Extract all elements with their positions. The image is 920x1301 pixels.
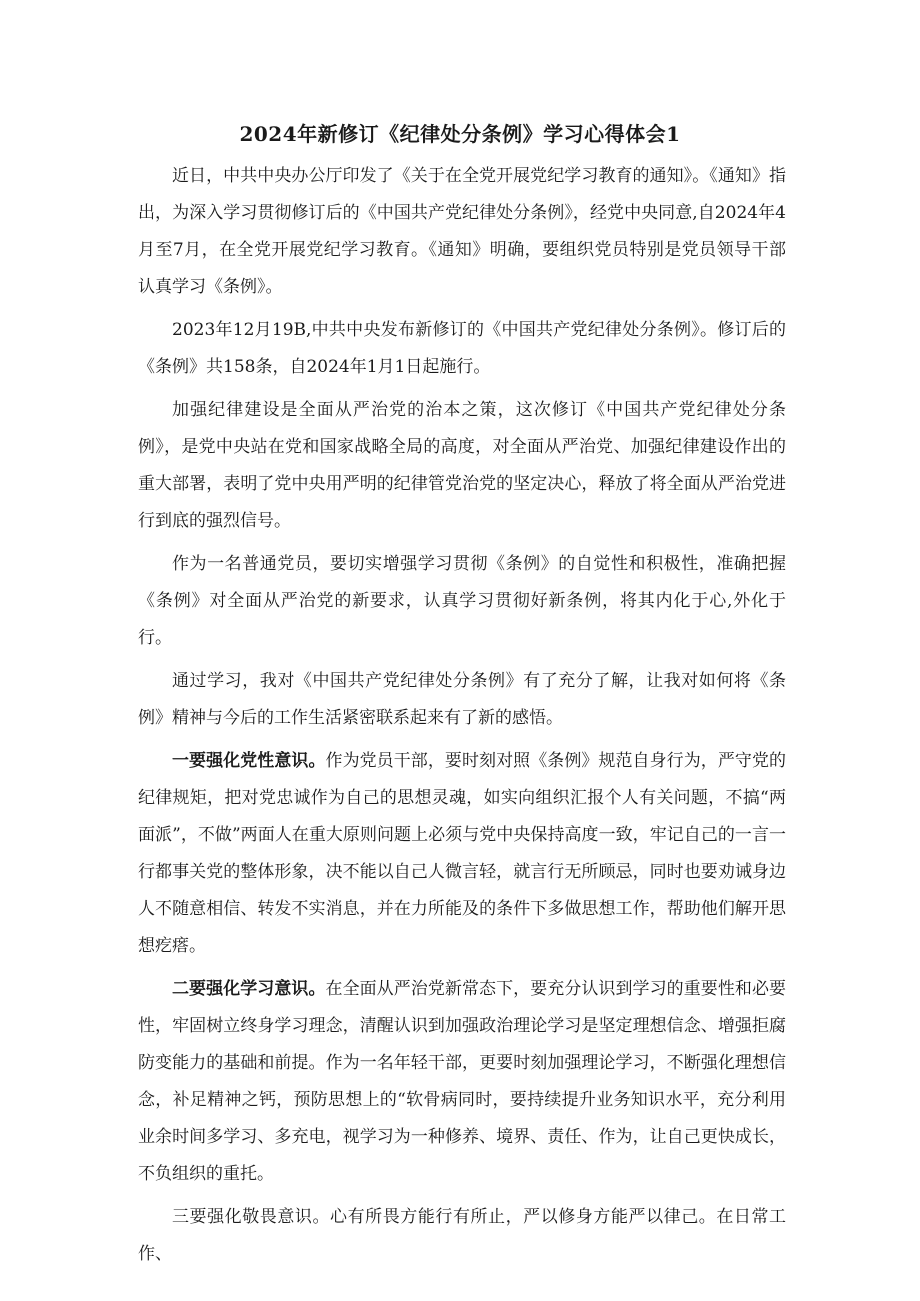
paragraph-7 (138, 971, 786, 1193)
paragraph-8-text: 三要强化敬畏意识。心有所畏方能行有所止，严以修身方能严以律己。在日常工作、 (138, 1207, 786, 1264)
paragraph-1-text: 近日，中共中央办公厅印发了《关于在全党开展党纪学习教育的通知》。《通知》指出，为深入学习贯彻修订后的《中国共产党纪律处分条例》，经党中央同意,自2024年4月至7月，在全党开展党纪学习教育。《通知》明确，要组织党员特别是党员领导干部认真学习《条例》。 (138, 166, 786, 297)
document-title: 2024年新修订《纪律处分条例》学习心得体会1 (239, 122, 681, 146)
paragraph-8 (138, 1199, 786, 1273)
paragraph-4 (138, 546, 786, 657)
paragraph-4-text: 作为一名普通党员，要切实增强学习贯彻《条例》的自觉性和积极性，准确把握《条例》对全面从严治党的新要求，认真学习贯彻好新条例，将其内化于心,外化于行。 (138, 554, 786, 648)
paragraph-7-text: 在全面从严治党新常态下，要充分认识到学习的重要性和必要性，牢固树立终身学习理念，清醒认识到加强政治理论学习是坚定理想信念、增强拒腐防变能力的基础和前提。作为一名年轻干部，更要时刻加强理论学习，不断强化理想信念，补足精神之钙，预防思想上的“软骨病同时，要持续提升业务知识水平，充分利用业余时间多学习、多充电，视学习为一种修养、境界、责任、作为，让自己更快成长，不负组织的重托。 (138, 979, 787, 1184)
paragraph-5 (138, 663, 786, 737)
paragraph-2 (138, 312, 786, 386)
document-body (138, 158, 786, 1279)
paragraph-3-text: 加强纪律建设是全面从严治党的治本之策，这次修订《中国共产党纪律处分条例》，是党中央站在党和国家战略全局的高度，对全面从严治党、加强纪律建设作出的重大部署，表明了党中央用严明的纪律管党治党的坚定决心，释放了将全面从严治党进行到底的强烈信号。 (138, 400, 786, 531)
paragraph-1 (138, 158, 786, 306)
paragraph-6 (138, 743, 786, 965)
paragraph-7-lead: 二要强化学习意识。 (172, 979, 326, 999)
paragraph-3 (138, 392, 786, 540)
paragraph-2-text: 2023年12月19B,中共中央发布新修订的《中国共产党纪律处分条例》。修订后的《条例》共158条，自2024年1月1日起施行。 (138, 320, 786, 377)
paragraph-5-text: 通过学习，我对《中国共产党纪律处分条例》有了充分了解，让我对如何将《条例》精神与今后的工作生活紧密联系起来有了新的感悟。 (138, 671, 786, 728)
paragraph-6-lead: 一要强化党性意识。 (172, 751, 326, 771)
paragraph-6-text: 作为党员干部，要时刻对照《条例》规范自身行为，严守党的纪律规矩，把对党忠诚作为自己的思想灵魂，如实向组织汇报个人有关问题，不搞“两面派”，不做”两面人在重大原则问题上必须与党中央保持高度一致，牢记自己的一言一行都事关党的整体形象，决不能以自己人微言轻，就言行无所顾忌，同时也要劝诫身边人不随意相信、转发不实消息，并在力所能及的条件下多做思想工作，帮助他们解开思想疙瘩。 (138, 751, 787, 956)
